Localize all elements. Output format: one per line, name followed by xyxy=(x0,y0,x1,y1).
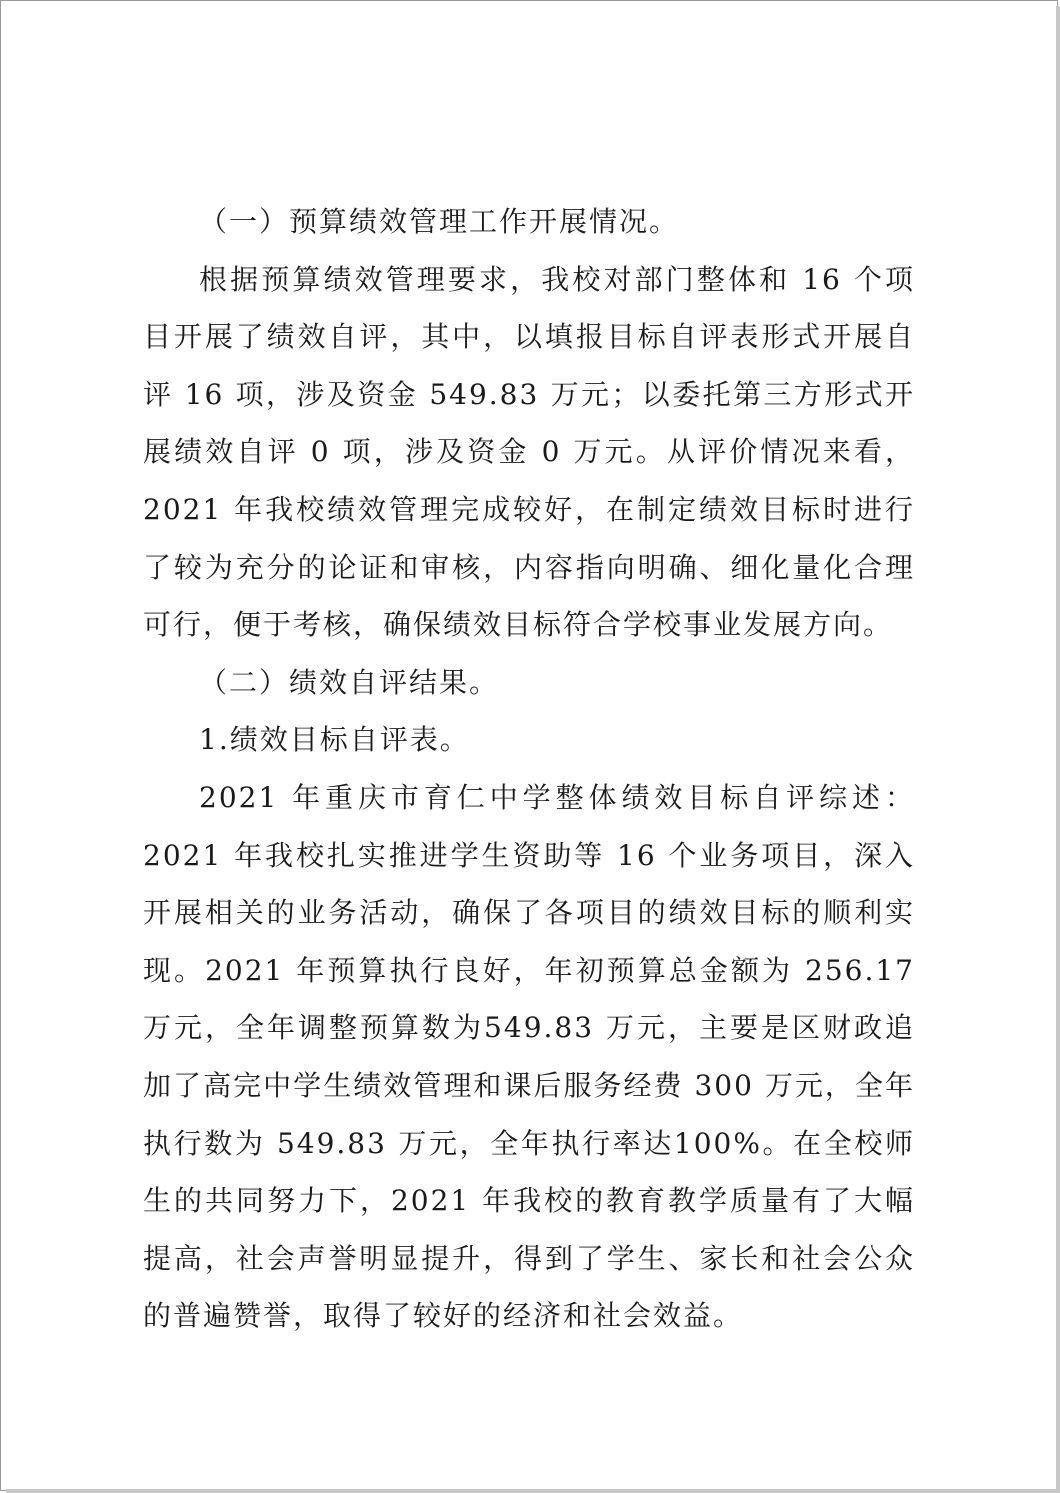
section-heading-budget-performance: （一）预算绩效管理工作开展情况。 xyxy=(199,205,680,238)
page-shadow-bottom xyxy=(6,1489,1060,1493)
paragraph-budget-performance: 根据预算绩效管理要求，我校对部门整体和 16 个项目开展了绩效自评，其中，以填报目标自评表形式开展自评 16 项，涉及资金 549.83 万元；以委托第三方形式开展绩效自评 0 项，涉及资金 0 万元。从评价情况来看，2021 年我校绩效管理完成较好，在制定绩效目标时进行了较为充分的论证和审核，内容指向明确、细化量化合理可行，便于考核，确保绩效目标符合学校事业发展方向。 xyxy=(143,262,915,642)
page-shadow-right xyxy=(1056,6,1060,1493)
section-heading-self-evaluation-results: （二）绩效自评结果。 xyxy=(199,665,500,699)
paragraph-overall-summary: 2021 年重庆市育仁中学整体绩效目标自评综述：2021 年我校扎实推进学生资助等 16 个业务项目，深入开展相关的业务活动，确保了各项目的绩效目标的顺利实现。2021 年预算执行良好，年初预算总金额为 256.17 万元，全年调整预算数为549.83 万元，主要是区财政追加了高完中学生绩效管理和课后服务经费 300 万元，全年执行数为 549.83 万元，全年执行率达100%。在全校师生的共同努力下，2021 年我校的教育教学质量有了大幅提高，社会声誉明显提升，得到了学生、家长和社会公众的普遍赞誉，取得了较好的经济和社会效益。 xyxy=(143,780,915,1333)
subheading-goal-self-evaluation-table: 1.绩效目标自评表。 xyxy=(199,723,470,757)
document-body xyxy=(143,193,915,1345)
